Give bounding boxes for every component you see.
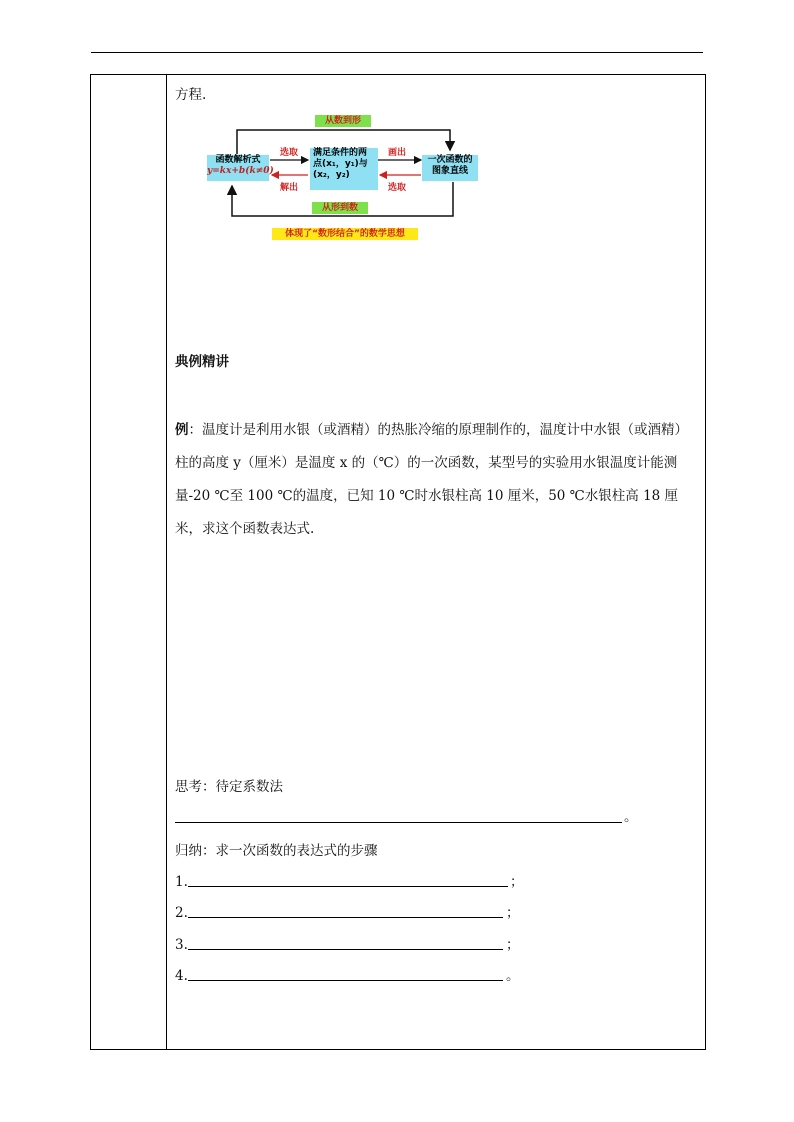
solve-label: 解出	[280, 183, 299, 193]
step-2-end: ；	[506, 905, 520, 921]
step-1-number: 1.	[175, 874, 188, 890]
example-text: ：温度计是利用水银（或酒精）的热胀冷缩的原理制作的，温度计中水银（或酒精）柱的高度 y（厘米）是温度 x 的（℃）的一次函数，某型号的实验用水银温度计能测量-20 ℃至 100 ℃的温度，已知 10 ℃时水银柱高 10 厘米，50 ℃水银柱高 18 厘米，求这个函数表达式.	[175, 422, 688, 537]
draw-label: 画出	[388, 148, 407, 158]
column-divider	[166, 74, 167, 1050]
think-label: 思考：待定系数法	[175, 779, 283, 795]
two-points-box: 满足条件的两 点(x₁，y₁)与 (x₂，y₂)	[310, 148, 378, 190]
section-title: 典例精讲	[175, 354, 229, 370]
header-rule	[91, 52, 703, 53]
example-label: 例	[175, 422, 189, 438]
function-expression-box: 函数解析式 y=kx+b(k≠0)	[207, 155, 269, 181]
intro-text: 方程.	[175, 87, 207, 103]
step-4-blank[interactable]	[188, 980, 503, 981]
select-label-1: 选取	[280, 148, 299, 158]
step-3-end: ；	[506, 937, 520, 953]
from-number-to-shape-label: 从数到形	[315, 115, 371, 127]
step-4-number: 4.	[175, 968, 188, 984]
step-3-blank[interactable]	[188, 949, 503, 950]
diagram-caption: 体现了“数形结合”的数学思想	[272, 228, 418, 240]
concept-diagram	[200, 110, 500, 255]
function-graph-box: 一次函数的 图象直线	[422, 155, 478, 181]
summary-label: 归纳：求一次函数的表达式的步骤	[175, 843, 378, 859]
think-blank[interactable]	[175, 822, 622, 823]
think-end: 。	[624, 809, 638, 825]
step-1-end: ；	[510, 874, 524, 890]
step-4-end: 。	[506, 968, 520, 984]
step-1-blank[interactable]	[188, 886, 508, 887]
step-2-number: 2.	[175, 905, 188, 921]
select-label-2: 选取	[388, 183, 407, 193]
step-2-blank[interactable]	[188, 917, 503, 918]
step-3-number: 3.	[175, 937, 188, 953]
example-paragraph	[175, 414, 699, 546]
from-shape-to-number-label: 从形到数	[312, 202, 368, 214]
